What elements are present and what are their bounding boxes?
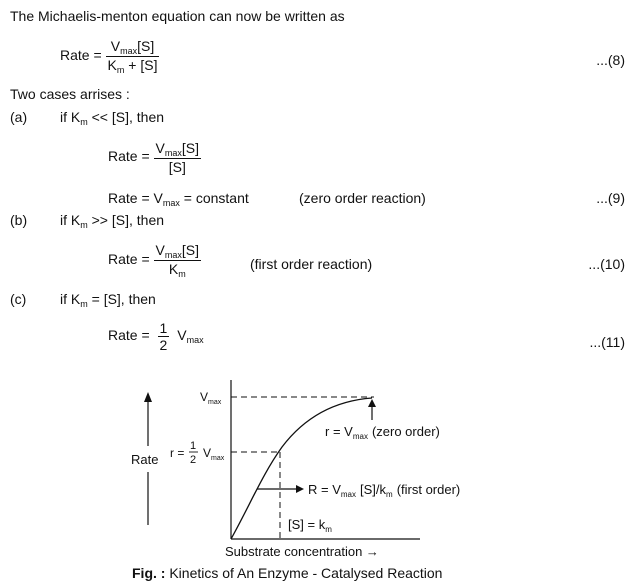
equation-8: Rate = $\frac{V_{max}[S]}{K_m + [S]}$ bbox=[60, 38, 158, 75]
case-c-equation: Rate = $\frac{1}{2}$ $V_{max}$ bbox=[108, 320, 204, 353]
first-order-label: $R = V_{max}$ $[S]/k_m$ (first order) bbox=[308, 482, 461, 499]
half-vmax-num: 1 bbox=[190, 440, 197, 452]
case-b-note: (first order reaction) bbox=[250, 256, 373, 272]
half-vmax-v: $V_{max}$ bbox=[203, 446, 225, 462]
half-vmax-label: r = bbox=[170, 446, 185, 460]
case-b-equation: Rate = $\frac{V_{max}[S]}{K_m}$ bbox=[108, 242, 200, 279]
eq11-number: ...(11) bbox=[589, 334, 625, 350]
x-axis-label: Substrate concentration → bbox=[225, 544, 379, 559]
half-vmax-den: 2 bbox=[190, 454, 197, 466]
caption-text: Kinetics of An Enzyme - Catalysed Reaction bbox=[169, 565, 443, 581]
intro-text: The Michaelis-menton equation can now be written as bbox=[10, 8, 345, 24]
rate-label: Rate bbox=[131, 452, 159, 467]
s-equals-km-label: $[S] = k_m$ bbox=[288, 517, 332, 534]
case-a-note: (zero order reaction) bbox=[299, 190, 426, 206]
cases-heading: Two cases arrises : bbox=[10, 86, 130, 102]
zero-order-arrow-head-icon bbox=[368, 399, 376, 407]
figure-caption bbox=[132, 565, 442, 581]
case-a-equation: Rate = $\frac{V_{max}[S]}{[S]}$ bbox=[108, 140, 200, 175]
eq10-number: ...(10) bbox=[588, 256, 625, 272]
case-a-label: (a) bbox=[10, 109, 28, 125]
case-b-label: (b) bbox=[10, 212, 28, 228]
first-order-arrow-head-icon bbox=[296, 485, 304, 493]
eq8-number: ...(8) bbox=[596, 52, 625, 68]
zero-order-label: $r = V_{max}$ (zero order) bbox=[325, 424, 440, 441]
eq8-fraction: $\frac{V_{max}[S]}{K_m + [S]}$ bbox=[107, 38, 158, 75]
case-a-condition: if $K_m << [S]$, then bbox=[60, 109, 165, 127]
vmax-label: $V_{max}$ bbox=[200, 390, 222, 406]
eq9-number: ...(9) bbox=[596, 190, 625, 206]
case-a-result: Rate = $V_{max}$ = constant bbox=[108, 190, 249, 208]
caption-prefix: Fig. : bbox=[132, 565, 166, 581]
case-b-condition: if $K_m >> [S]$, then bbox=[60, 212, 165, 230]
rate-arrow-up-icon bbox=[144, 392, 152, 402]
case-c-label: (c) bbox=[10, 291, 27, 307]
case-c-condition: if $K_m = [S]$, then bbox=[60, 291, 156, 309]
